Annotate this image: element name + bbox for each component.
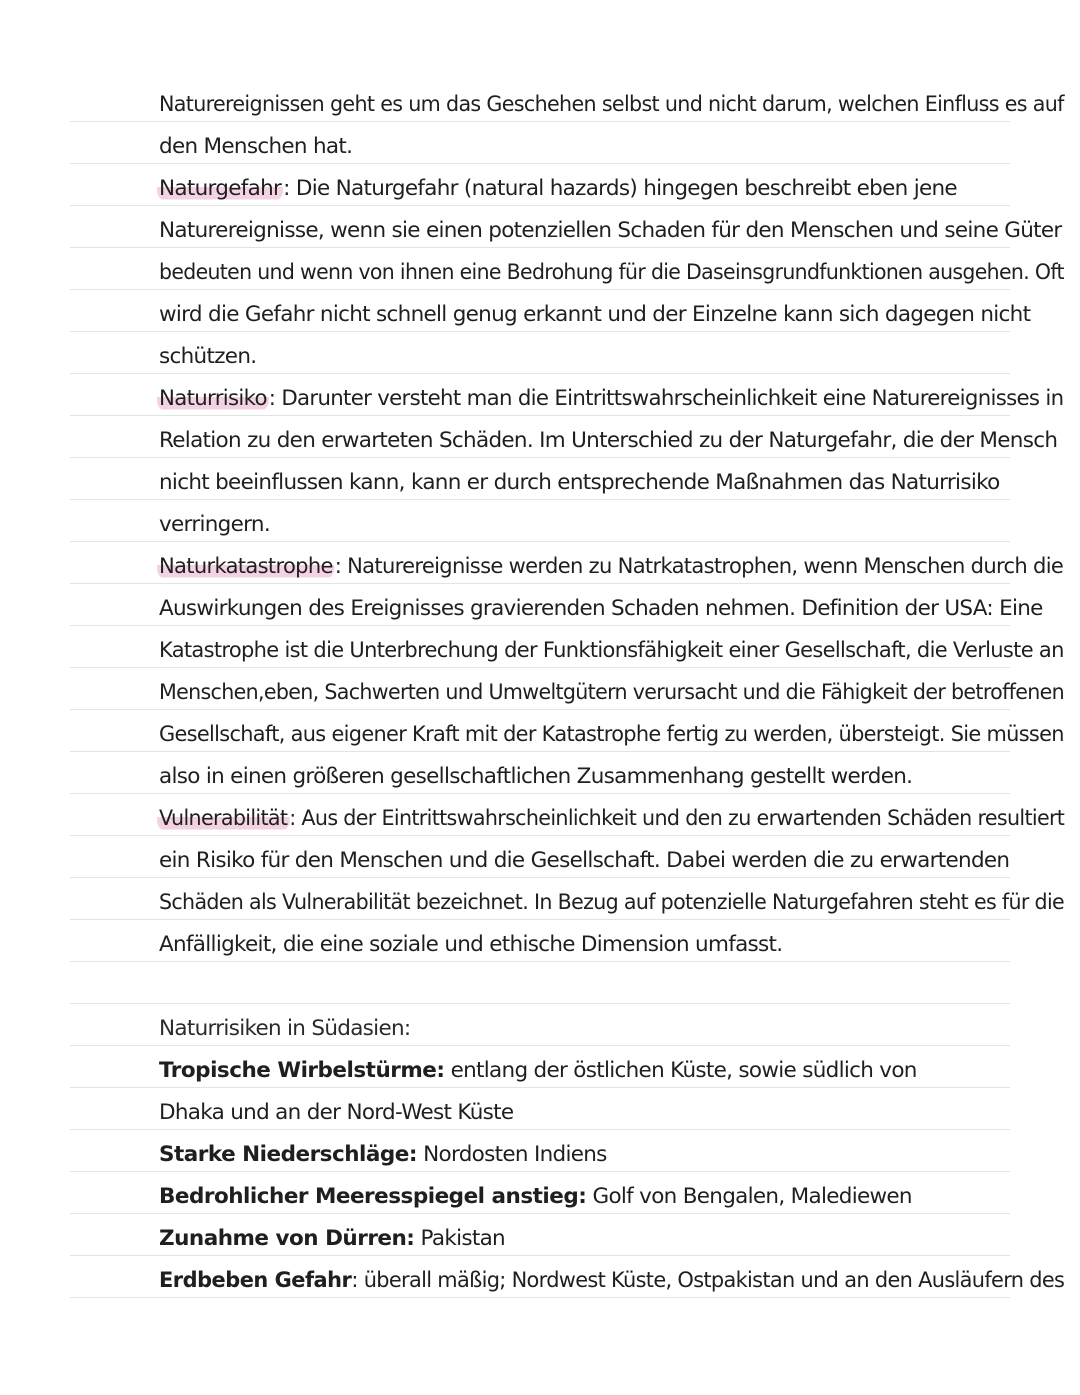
line-text: Relation zu den erwarteten Schäden. Im Unterschied zu der Naturgefahr, die der Mensch xyxy=(159,427,1058,453)
ruled-line xyxy=(70,1256,1065,1298)
line-text xyxy=(159,1225,505,1251)
line-text xyxy=(159,805,1065,831)
line-text xyxy=(159,1267,1065,1293)
risk-label: Bedrohlicher Meeresspiegel anstieg: xyxy=(159,1183,587,1209)
line-text: Naturereignisse, wenn sie einen potenziellen Schaden für den Menschen und seine Güter xyxy=(159,217,1062,243)
line-text: Schäden als Vulnerabilität bezeichnet. In Bezug auf potenzielle Naturgefahren steht es für die xyxy=(159,889,1064,915)
term-naturgefahr: Naturgefahr xyxy=(159,175,282,201)
ruled-line xyxy=(70,836,1010,878)
ruled-line xyxy=(70,962,1010,1004)
risk-label: Tropische Wirbelstürme: xyxy=(159,1057,445,1083)
line-text: Naturereignissen geht es um das Geschehen selbst und nicht darum, welchen Einfluss es auf xyxy=(159,91,1064,117)
ruled-line xyxy=(70,374,1064,416)
ruled-line xyxy=(70,290,1031,332)
line-text: Gesellschaft, aus eigener Kraft mit der Katastrophe fertig zu werden, übersteigt. Sie müssen xyxy=(159,721,1064,747)
risk-detail: Nordosten Indiens xyxy=(416,1141,607,1167)
risk-detail: Golf von Bengalen, Malediewen xyxy=(586,1183,912,1209)
ruled-line xyxy=(70,794,1065,836)
term-vulnerabilitaet: Vulnerabilität xyxy=(159,805,288,831)
line-text: Auswirkungen des Ereignisses gravierenden Schaden nehmen. Definition der USA: Eine xyxy=(159,595,1043,621)
ruled-line xyxy=(70,584,1043,626)
ruled-line xyxy=(70,500,1010,542)
ruled-line xyxy=(70,416,1058,458)
line-text: Anfälligkeit, die eine soziale und ethische Dimension umfasst. xyxy=(159,931,783,957)
definition-text: : Darunter versteht man die Eintrittswahrscheinlichkeit eine Naturereignisses in xyxy=(268,385,1064,411)
ruled-line xyxy=(70,164,1010,206)
line-text xyxy=(159,175,957,201)
line-text xyxy=(159,1141,607,1167)
definition-text: : Naturereignisse werden zu Natrkatastrophen, wenn Menschen durch die xyxy=(334,553,1064,579)
term-naturrisiko: Naturrisiko xyxy=(159,385,267,411)
ruled-line xyxy=(70,1214,1010,1256)
line-text: also in einen größeren gesellschaftlichen Zusammenhang gestellt werden. xyxy=(159,763,913,789)
section-heading: Naturrisiken in Südasien: xyxy=(159,1015,411,1041)
ruled-line xyxy=(70,542,1064,584)
line-text: nicht beeinflussen kann, kann er durch entsprechende Maßnahmen das Naturrisiko xyxy=(159,469,1000,495)
ruled-line xyxy=(70,1004,1010,1046)
risk-detail: entlang der östlichen Küste, sowie südlich von xyxy=(444,1057,917,1083)
ruled-line xyxy=(70,1046,1010,1088)
risk-detail: Pakistan xyxy=(414,1225,505,1251)
ruled-line xyxy=(70,248,1064,290)
ruled-line xyxy=(70,752,1010,794)
ruled-line xyxy=(70,1130,1010,1172)
ruled-line xyxy=(70,332,1010,374)
line-text xyxy=(159,1183,912,1209)
definition-text: : Die Naturgefahr (natural hazards) hingegen beschreibt eben jene xyxy=(283,175,957,201)
ruled-line xyxy=(70,710,1064,752)
term-naturkatastrophe: Naturkatastrophe xyxy=(159,553,333,579)
ruled-line xyxy=(70,878,1064,920)
risk-label: Zunahme von Dürren: xyxy=(159,1225,415,1251)
line-text: den Menschen hat. xyxy=(159,133,353,159)
line-text: Katastrophe ist die Unterbrechung der Funktionsfähigkeit einer Gesellschaft, die Verluste an xyxy=(159,637,1064,663)
ruled-line xyxy=(70,626,1064,668)
ruled-line xyxy=(70,1088,1010,1130)
line-text: wird die Gefahr nicht schnell genug erkannt und der Einzelne kann sich dagegen nicht xyxy=(159,301,1031,327)
ruled-line xyxy=(70,80,1064,122)
ruled-line xyxy=(70,920,1010,962)
ruled-line xyxy=(70,206,1062,248)
ruled-line xyxy=(70,668,1065,710)
line-text xyxy=(159,385,1064,411)
line-text: schützen. xyxy=(159,343,257,369)
line-text: Dhaka und an der Nord-West Küste xyxy=(159,1099,514,1125)
ruled-line xyxy=(70,122,1010,164)
line-text: Menschen,eben, Sachwerten und Umweltgütern verursacht und die Fähigkeit der betroffenen xyxy=(159,679,1065,705)
line-text: bedeuten und wenn von ihnen eine Bedrohung für die Daseinsgrundfunktionen ausgehen. Oft xyxy=(159,259,1064,285)
definition-text: : Aus der Eintrittswahrscheinlichkeit und den zu erwartenden Schäden resultiert xyxy=(289,805,1065,831)
risk-label: Starke Niederschläge: xyxy=(159,1141,417,1167)
line-text xyxy=(159,553,1064,579)
ruled-line xyxy=(70,1172,1010,1214)
risk-label: Erdbeben Gefahr xyxy=(159,1267,352,1293)
ruled-line xyxy=(70,458,1010,500)
risk-detail: : überall mäßig; Nordwest Küste, Ostpakistan und an den Ausläufern des xyxy=(351,1267,1065,1293)
line-text: ein Risiko für den Menschen und die Gesellschaft. Dabei werden die zu erwartenden xyxy=(159,847,1010,873)
line-text xyxy=(159,1057,917,1083)
line-text: verringern. xyxy=(159,511,270,537)
